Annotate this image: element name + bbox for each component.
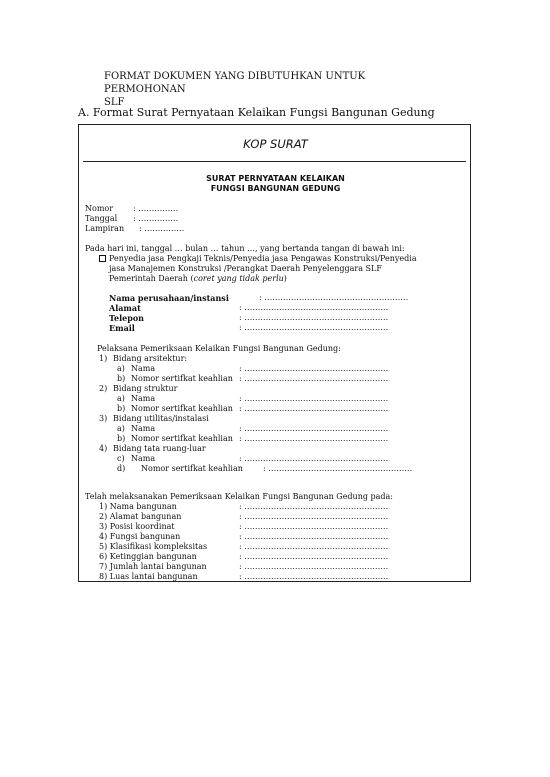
building-label-7: 7) Jumlah lantai bangunan [99,562,207,571]
provider-line-3-start: Pemerintah Daerah ( [109,274,194,283]
building-value-3: : ……………………………………………… [239,522,389,531]
building-value-1: : ……………………………………………… [239,502,389,511]
provider-line-2: jasa Manajemen Konstruksi /Perangkat Daerah Penyelenggara SLF [109,264,382,273]
field-4-name: Bidang tata ruang-luar [113,444,206,453]
building-value-6: : ……………………………………………… [239,552,389,561]
field-2a-letter: a) [117,394,125,403]
building-value-4: : ……………………………………………… [239,532,389,541]
field-4c-value: : ……………………………………………… [239,454,389,463]
document-header [104,70,434,109]
field-4d-letter: d) [117,464,126,473]
field-2a-value: : ……………………………………………… [239,394,389,403]
company-label-alamat: Alamat [109,303,141,313]
field-3a-label: Nama [131,424,156,433]
kop-divider [83,161,466,162]
meta-label-tanggal: Tanggal [85,214,118,223]
field-4c-letter: c) [117,454,125,463]
meta-value-lampiran: : …………… [139,224,185,233]
building-label-5: 5) Klasifikasi kompleksitas [99,542,208,551]
field-2b-value: : ……………………………………………… [239,404,389,413]
field-3b-value: : ……………………………………………… [239,434,389,443]
building-label-6: 6) Ketinggian bangunan [99,552,197,561]
field-4-num: 4) [99,444,108,453]
building-value-5: : ……………………………………………… [239,542,389,551]
company-value-alamat: : ……………………………………………… [239,303,389,312]
executor-heading: Pelaksana Pemeriksaan Kelaikan Fungsi Bangunan Gedung: [97,344,341,353]
field-2b-letter: b) [117,404,126,413]
company-label-telepon: Telepon [109,313,144,323]
field-3b-label: Nomor sertifkat keahlian [131,434,233,443]
provider-checkbox[interactable] [99,255,106,262]
field-3a-letter: a) [117,424,125,433]
field-3-num: 3) [99,414,108,423]
company-label-email: Email [109,323,135,333]
building-label-1: 1) Nama bangunan [99,502,177,511]
provider-line-1: Penyedia jasa Pengkaji Teknis/Penyedia jasa Pengawas Konstruksi/Penyedia [109,254,417,263]
meta-label-nomor: Nomor [85,204,114,213]
field-2-num: 2) [99,384,108,393]
field-2a-label: Nama [131,394,156,403]
section-title: A. Format Surat Pernyataan Kelaikan Fungsi Bangunan Gedung [78,106,435,119]
field-3b-letter: b) [117,434,126,443]
field-1a-label: Nama [131,364,156,373]
meta-value-nomor: : …………… [133,204,179,213]
field-1b-label: Nomor sertifkat keahlian [131,374,233,383]
company-value-nama: : ……………………………………………… [259,293,409,302]
building-value-7: : ……………………………………………… [239,562,389,571]
field-1b-letter: b) [117,374,126,383]
company-label-nama: Nama perusahaan/instansi [109,293,229,303]
company-value-email: : ……………………………………………… [239,323,389,332]
done-heading: Telah melaksanakan Pemeriksaan Kelaikan Fungsi Bangunan Gedung pada: [85,492,393,501]
header-line-2: SLF [104,97,125,108]
field-1-name: Bidang arsitektur: [113,354,188,363]
strike-note: coret yang tidak perlu [193,274,284,283]
field-4c-label: Nama [131,454,156,463]
company-value-telepon: : ……………………………………………… [239,313,389,322]
building-label-4: 4) Fungsi bangunan [99,532,181,541]
building-label-8: 8) Luas lantai bangunan [99,572,198,581]
field-2b-label: Nomor sertifkat keahlian [131,404,233,413]
intro-text: Pada hari ini, tanggal … bulan … tahun …, yang bertanda tangan di bawah ini: [85,244,405,253]
letter-frame [78,124,471,582]
field-1a-letter: a) [117,364,125,373]
field-4d-value: : ……………………………………………… [263,464,413,473]
letter-title-1: SURAT PERNYATAAN KELAIKAN [206,174,345,183]
provider-line-3 [109,274,287,284]
field-1-num: 1) [99,354,108,363]
field-2-name: Bidang struktur [113,384,178,393]
building-value-8: : ……………………………………………… [239,572,389,581]
provider-line-3-end: ) [283,274,287,283]
building-label-3: 3) Posisi koordinat [99,522,175,531]
field-4d-label: Nomor sertifkat keahlian [141,464,243,473]
meta-value-tanggal: : …………… [133,214,179,223]
field-1a-value: : ……………………………………………… [239,364,389,373]
field-3-name: Bidang utilitas/instalasi [113,414,209,423]
building-value-2: : ……………………………………………… [239,512,389,521]
kop-surat: KOP SURAT [243,137,308,151]
field-1b-value: : ……………………………………………… [239,374,389,383]
field-3a-value: : ……………………………………………… [239,424,389,433]
building-label-2: 2) Alamat bangunan [99,512,182,521]
meta-label-lampiran: Lampiran [85,224,125,233]
header-line-1: FORMAT DOKUMEN YANG DIBUTUHKAN UNTUK PERMOHONAN [104,71,366,95]
letter-title-2: FUNGSI BANGUNAN GEDUNG [210,184,341,193]
